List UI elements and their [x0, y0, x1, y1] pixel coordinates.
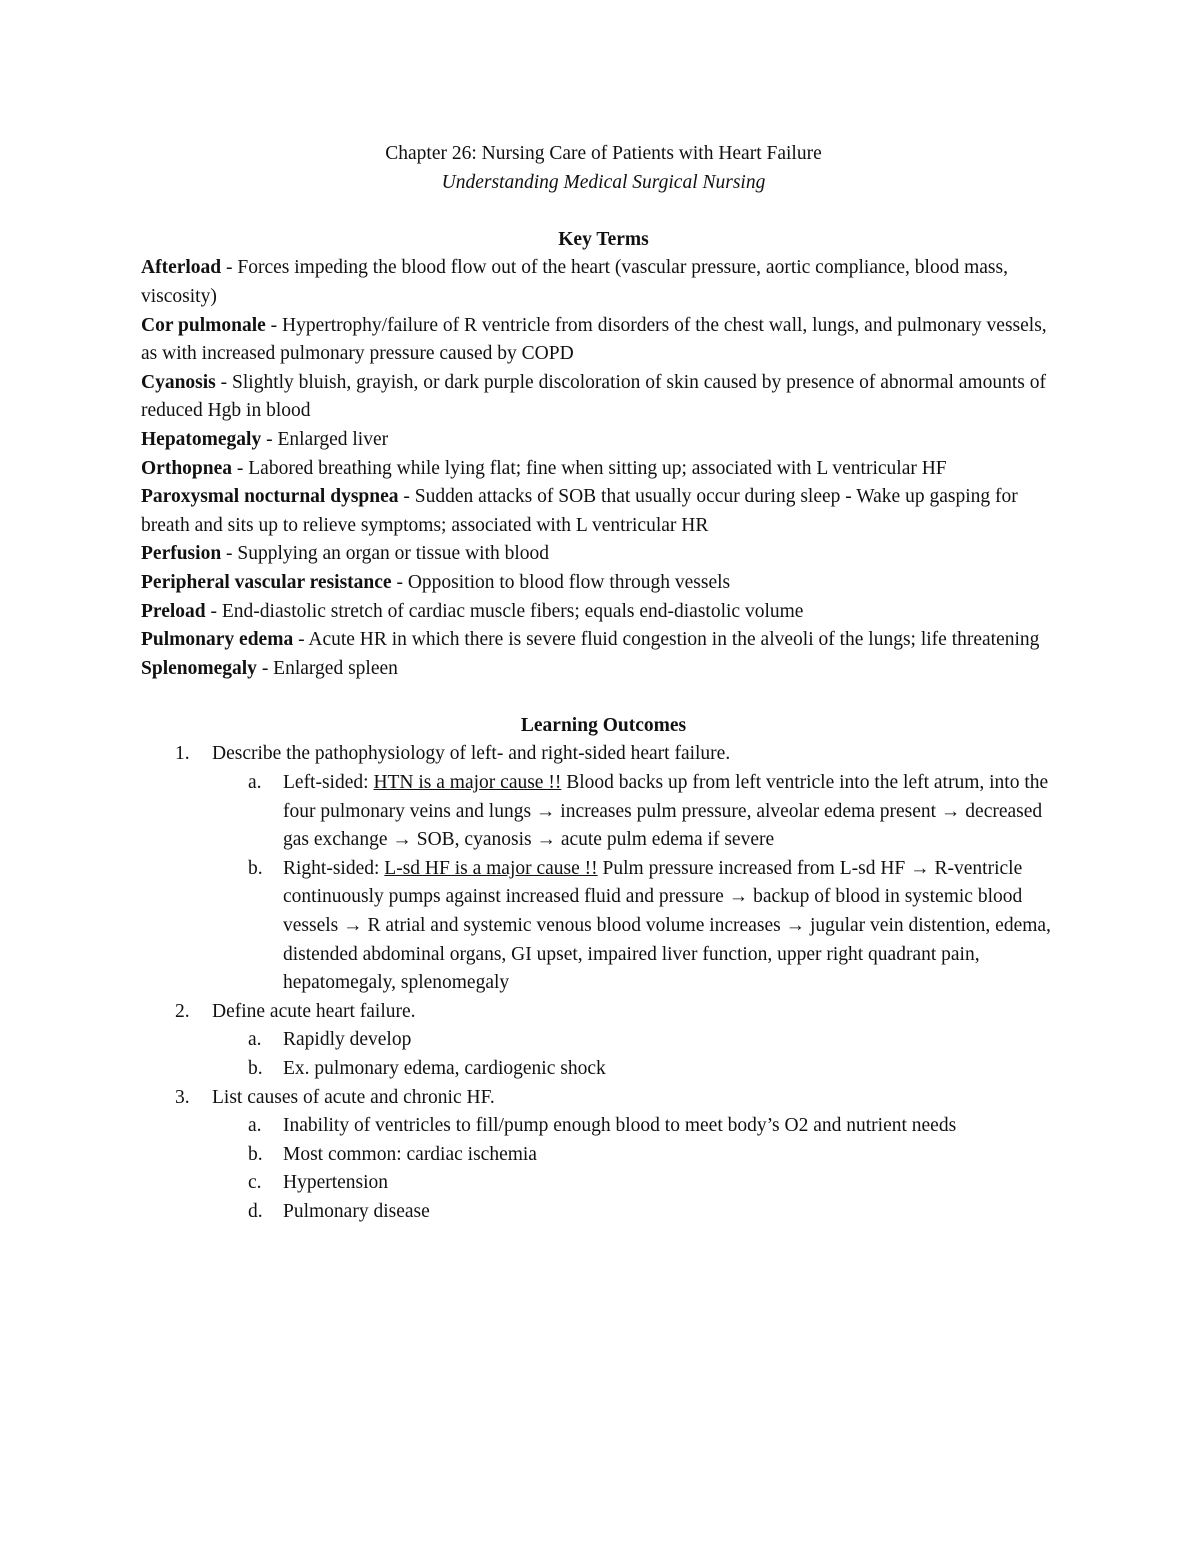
spacer [141, 683, 1066, 712]
key-terms-heading: Key Terms [558, 228, 649, 250]
outcome-item [141, 998, 1066, 1084]
term-entry [141, 483, 1066, 540]
key-terms-list [141, 254, 1066, 683]
book-title: Understanding Medical Surgical Nursing [441, 171, 766, 193]
term-name: Preload [141, 600, 206, 622]
spacer [141, 197, 1066, 226]
term-name: Hepatomegaly [141, 428, 262, 450]
term-entry [141, 540, 1066, 569]
sub-item-text: Pulm pressure increased from L-sd HF → R-ventricle continuously pumps against increased fluid and pressure → backup of blood in systemic blood vessels → R atrial and systemic venous blood volume increases → jugular vein distention, edema, distended abdominal organs, GI upset, impaired liver function, upper right quadrant pain, hepatomegaly, splenomegaly [283, 857, 1051, 994]
term-name: Peripheral vascular resistance [141, 571, 392, 593]
sub-item-text: Rapidly develop [283, 1029, 412, 1051]
outcome-text: List causes of acute and chronic HF. [212, 1086, 495, 1108]
term-definition: - Opposition to blood flow through vessels [391, 571, 731, 593]
outcome-number: 3. [175, 1086, 190, 1108]
term-definition: - Acute HR in which there is severe fluid congestion in the alveoli of the lungs; life threatening [293, 629, 1040, 651]
term-entry [141, 312, 1066, 369]
term-entry [141, 426, 1066, 455]
sub-item [212, 1198, 1066, 1227]
term-definition: - Sudden attacks of SOB that usually occur during sleep - Wake up gasping for breath and sits up to relieve symptoms; associated with L ventricular HR [141, 486, 1018, 536]
sub-item-underlined: L-sd HF is a major cause !! [384, 857, 598, 879]
outcome-text: Define acute heart failure. [212, 1000, 416, 1022]
term-definition: - End-diastolic stretch of cardiac muscle fibers; equals end-diastolic volume [205, 600, 804, 622]
term-entry [141, 254, 1066, 311]
outcome-item [141, 1084, 1066, 1227]
sub-item [212, 1112, 1066, 1141]
term-name: Perfusion [141, 543, 222, 565]
term-name: Cor pulmonale [141, 314, 266, 336]
sub-item [212, 1055, 1066, 1084]
term-name: Afterload [141, 257, 222, 279]
sub-item-prefix: Left-sided: [283, 772, 374, 794]
outcome-sublist [212, 1026, 1066, 1083]
term-entry [141, 655, 1066, 684]
learning-outcomes-heading: Learning Outcomes [520, 714, 687, 736]
term-name: Splenomegaly [141, 657, 257, 679]
outcome-number: 2. [175, 1000, 190, 1022]
chapter-title: Chapter 26: Nursing Care of Patients with Heart Failure [385, 143, 822, 164]
sub-item-letter: c. [248, 1172, 262, 1194]
sub-item-letter: a. [248, 1115, 262, 1137]
sub-item-prefix: Right-sided: [283, 857, 385, 879]
term-entry [141, 569, 1066, 598]
term-name: Paroxysmal nocturnal dyspnea [141, 486, 399, 508]
term-definition: - Supplying an organ or tissue with blood [221, 543, 550, 565]
sub-item-text: Inability of ventricles to fill/pump enough blood to meet body’s O2 and nutrient needs [283, 1115, 957, 1137]
outcome-item [141, 740, 1066, 997]
sub-item-text: Blood backs up from left ventricle into the left atrum, into the four pulmonary veins and lungs → increases pulm pressure, alveolar edema present → decreased gas exchange → SOB, cyanosis → acute pulm edema if severe [283, 772, 1049, 851]
term-entry [141, 455, 1066, 484]
document-page [141, 140, 1066, 1227]
term-name: Orthopnea [141, 457, 233, 479]
term-entry [141, 626, 1066, 655]
term-definition: - Forces impeding the blood flow out of the heart (vascular pressure, aortic compliance, blood mass, viscosity) [141, 257, 1008, 307]
term-definition: - Hypertrophy/failure of R ventricle from disorders of the chest wall, lungs, and pulmonary vessels, as with increased pulmonary pressure caused by COPD [141, 314, 1047, 365]
sub-item-letter: b. [248, 857, 263, 879]
sub-item [212, 855, 1066, 998]
sub-item-letter: a. [248, 772, 262, 794]
sub-item-text: Pulmonary disease [283, 1200, 430, 1222]
term-entry [141, 598, 1066, 627]
learning-outcomes-list [141, 740, 1066, 1226]
outcome-sublist [212, 1112, 1066, 1226]
term-definition: - Enlarged spleen [256, 657, 398, 679]
sub-item [212, 769, 1066, 855]
term-name: Cyanosis [141, 371, 216, 393]
sub-item-text: Hypertension [283, 1172, 389, 1194]
sub-item-underlined: HTN is a major cause !! [373, 772, 562, 794]
term-name: Pulmonary edema [141, 629, 294, 651]
sub-item [212, 1141, 1066, 1170]
sub-item [212, 1026, 1066, 1055]
outcome-sublist [212, 769, 1066, 998]
term-definition: - Enlarged liver [261, 428, 389, 450]
outcome-number: 1. [175, 743, 190, 765]
sub-item-text: Ex. pulmonary edema, cardiogenic shock [283, 1058, 606, 1079]
sub-item-letter: b. [248, 1058, 263, 1079]
term-definition: - Slightly bluish, grayish, or dark purple discoloration of skin caused by presence of abnormal amounts of reduced Hgb in blood [141, 371, 1046, 422]
term-definition: - Labored breathing while lying flat; fine when sitting up; associated with L ventricular HF [232, 457, 947, 479]
sub-item-text: Most common: cardiac ischemia [283, 1143, 537, 1165]
sub-item-letter: b. [248, 1143, 263, 1165]
sub-item-letter: a. [248, 1029, 262, 1051]
outcome-text: Describe the pathophysiology of left- and right-sided heart failure. [212, 743, 731, 765]
term-entry [141, 369, 1066, 426]
sub-item-letter: d. [248, 1200, 263, 1222]
sub-item [212, 1169, 1066, 1198]
